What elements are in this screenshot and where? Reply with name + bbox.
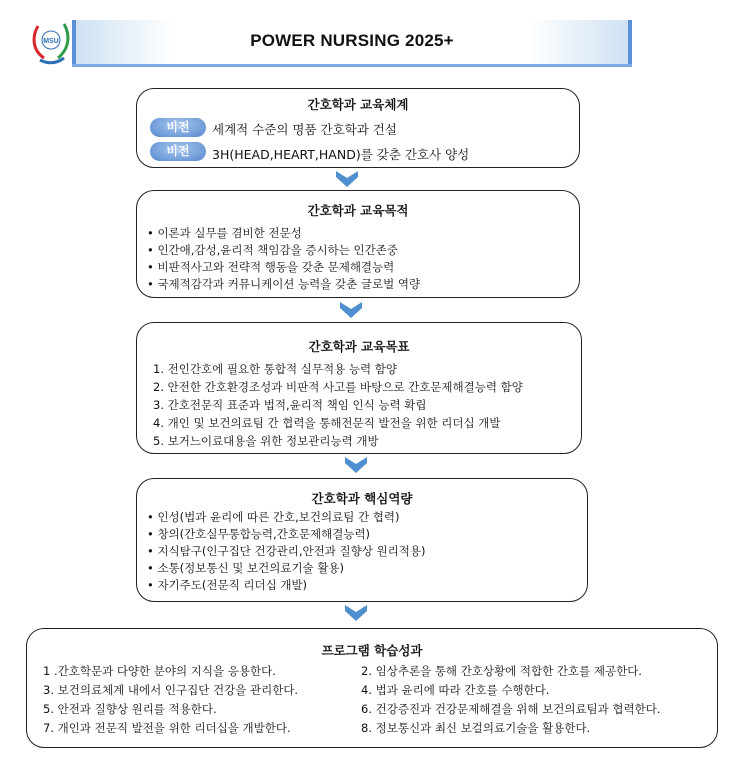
outcomes-box: [26, 628, 718, 748]
competency-item: • 소통(정보통신 및 보건의료기술 활용): [147, 561, 345, 575]
outcome-item: 7. 개인과 전문직 발전을 위한 리더십을 개발한다.: [43, 721, 291, 735]
chevron-down-icon: [340, 302, 362, 318]
purpose-item: • 인간애,감성,윤리적 책임감을 증시하는 인간존중: [147, 243, 398, 257]
competency-item: • 창의(간호실무통합능력,간호문제해결능력): [147, 527, 371, 541]
goal-item: 1. 전인간호에 필요한 통합적 실무적용 능력 함양: [153, 362, 397, 376]
purpose-item: • 비판적사고와 전략적 행동을 갖춘 문제해결능력: [147, 260, 395, 274]
goal-item: 4. 개인 및 보건의료팀 간 협력을 통해전문직 발전을 위한 리더십 개발: [153, 416, 501, 430]
outcomes-title: 프로그램 학습성과: [321, 643, 423, 658]
goal-item: 5. 보거느이료대용을 위한 정보관리능력 개방: [153, 434, 379, 448]
vision-text: 세계적 수준의 명품 간호학과 건설: [212, 122, 397, 137]
chevron-down-icon: [336, 171, 358, 187]
competencies-box: [136, 478, 588, 602]
purpose-item: • 국제적감각과 커뮤니케이션 능력을 갖춘 글로벌 역량: [147, 277, 421, 291]
header-banner: [72, 20, 632, 64]
goal-item: 2. 안전한 간호환경조성과 비판적 사고를 바탕으로 간호문제해결능력 함양: [153, 380, 523, 394]
goals-box: [136, 322, 582, 454]
chevron-down-icon: [345, 605, 367, 621]
competency-item: • 자기주도(전문직 리더십 개발): [147, 578, 308, 592]
goals-title: 간호학과 교육목표: [308, 339, 410, 354]
chevron-down-icon: [345, 457, 367, 473]
outcome-item: 1 .간호학문과 다양한 분야의 지식을 응용한다.: [43, 664, 276, 678]
purpose-title: 간호학과 교육목적: [307, 203, 409, 218]
outcome-item: 2. 임상추론을 통해 간호상황에 적합한 간호를 제공한다.: [361, 664, 642, 678]
university-logo-icon: [30, 18, 72, 66]
competencies-title: 간호학과 핵심역량: [311, 491, 413, 506]
vision-box: [136, 88, 580, 168]
outcome-item: 6. 건강증진과 건강문제해결을 위해 보건의료팀과 협력한다.: [361, 702, 661, 716]
vision-title: 간호학과 교육체계: [307, 97, 409, 112]
page-title: POWER NURSING 2025+: [250, 31, 454, 50]
competency-item: • 인성(법과 윤리에 따른 간호,보건의료팀 간 협력): [147, 510, 400, 524]
outcome-item: 3. 보건의료체계 내에서 인구집단 건강을 관리한다.: [43, 683, 299, 697]
vision-badge: 비전: [150, 118, 206, 137]
purpose-item: • 이론과 실무를 겸비한 전문성: [147, 226, 302, 240]
competency-item: • 지식탐구(인구집단 건강관리,안전과 질향상 원리적용): [147, 544, 426, 558]
goal-item: 3. 간호전문직 표준과 법적,윤리적 책임 인식 능력 확립: [153, 398, 427, 412]
outcome-item: 4. 법과 윤리에 따라 간호를 수행한다.: [361, 683, 550, 697]
outcome-item: 8. 정보통신과 최신 보걸의료기술을 활용한다.: [361, 721, 591, 735]
purpose-box: [136, 190, 580, 298]
vision-badge: 비전: [150, 142, 206, 161]
logo-text: MSU: [43, 38, 59, 45]
outcome-item: 5. 안전과 질향상 원리를 적용한다.: [43, 702, 217, 716]
vision-text: 3H(HEAD,HEART,HAND)를 갖춘 간호사 양성: [212, 147, 470, 162]
